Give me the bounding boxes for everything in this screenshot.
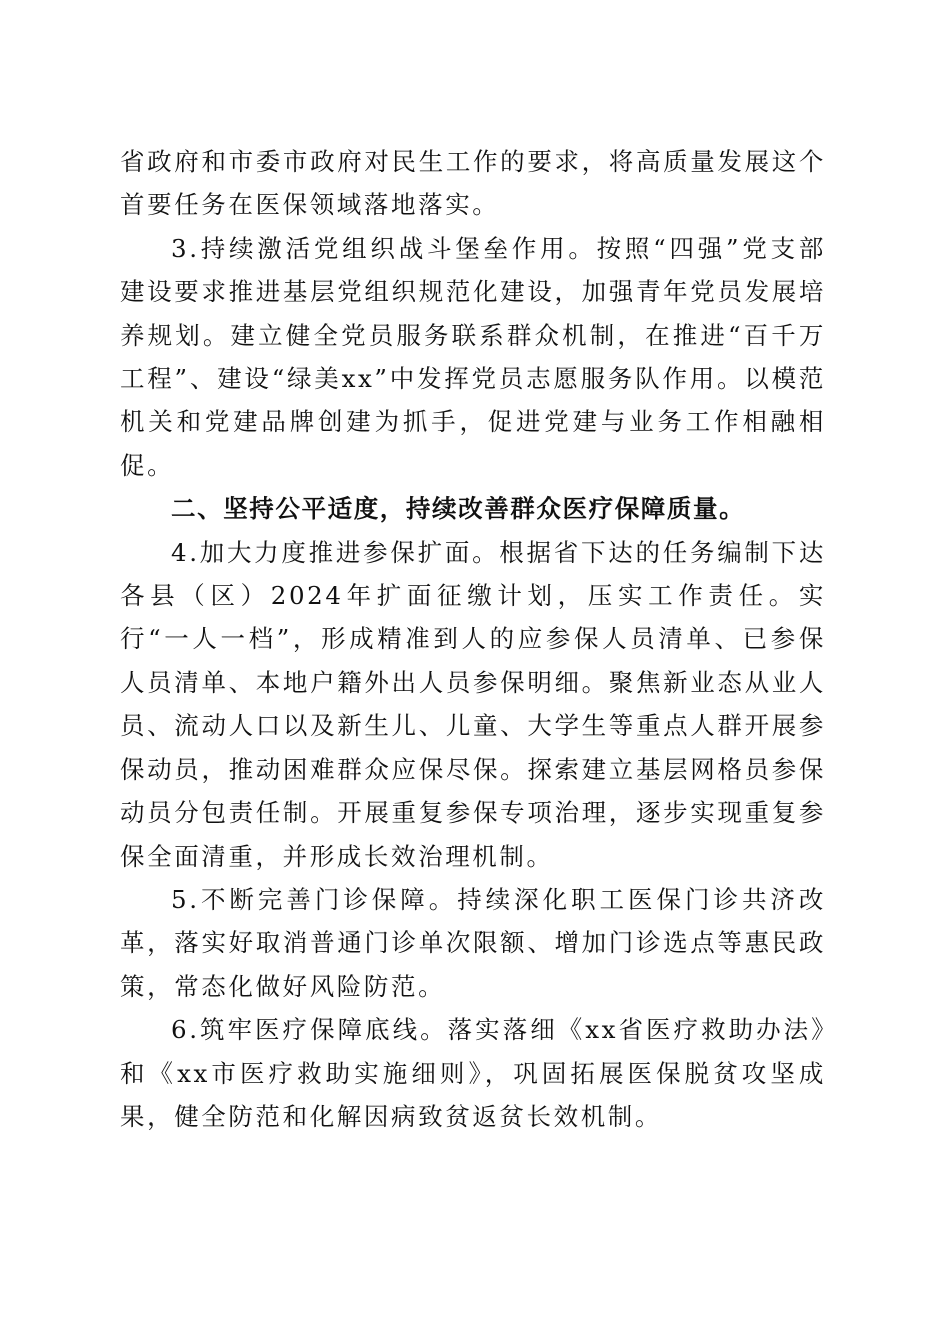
paragraph-continuation: 省政府和市委市政府对民生工作的要求，将高质量发展这个首要任务在医保领域落地落实。	[120, 147, 826, 220]
document-body	[120, 140, 826, 1138]
paragraph-item-3: 3.持续激活党组织战斗堡垒作用。按照“四强”党支部建设要求推进基层党组织规范化建设，加强青年党员发展培养规划。建立健全党员服务联系群众机制，在推进“百千万工程”、建设“绿美xx”中发挥党员志愿服务队作用。以模范机关和党建品牌创建为抓手，促进党建与业务工作相融相促。	[120, 233, 826, 480]
paragraph-item-6: 6.筑牢医疗保障底线。落实落细《xx省医疗救助办法》和《xx市医疗救助实施细则》，巩固拓展医保脱贫攻坚成果，健全防范和化解因病致贫返贫长效机制。	[120, 1015, 826, 1131]
paragraph-item-4: 4.加大力度推进参保扩面。根据省下达的任务编制下达各县（区）2024年扩面征缴计划，压实工作责任。实行“一人一档”，形成精准到人的应参保人员清单、已参保人员清单、本地户籍外出人员参保明细。聚焦新业态从业人员、流动人口以及新生儿、儿童、大学生等重点人群开展参保动员，推动困难群众应保尽保。探索建立基层网格员参保动员分包责任制。开展重复参保专项治理，逐步实现重复参保全面清重，并形成长效治理机制。	[120, 537, 826, 871]
paragraph-item-5: 5.不断完善门诊保障。持续深化职工医保门诊共济改革，落实好取消普通门诊单次限额、增加门诊选点等惠民政策，常态化做好风险防范。	[120, 884, 826, 1001]
section-heading-2: 二、坚持公平适度，持续改善群众医疗保障质量。	[171, 494, 746, 524]
